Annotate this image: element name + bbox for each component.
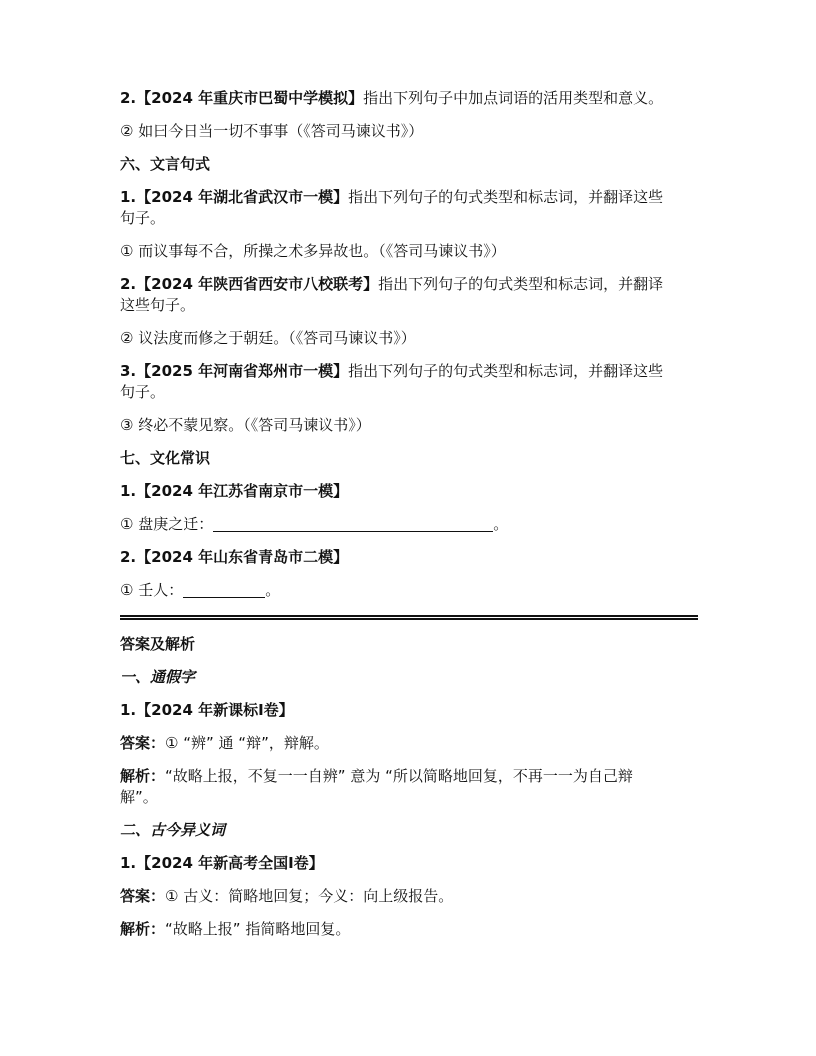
answers-s1-head: 1.【2024 年新课标Ⅰ卷】 — [120, 701, 294, 719]
answers-s1-explanation — [120, 766, 698, 808]
question-item: ② 如曰今日当一切不事事（《答司马谏议书》） — [120, 122, 424, 140]
item-end: 。 — [493, 515, 509, 533]
sec7-q2-head: 2.【2024 年山东省青岛市二模】 — [120, 548, 349, 566]
item-prompt: ① 盘庚之迁： — [120, 515, 214, 533]
explanation-text: “故略上报” 指简略地回复。 — [165, 920, 351, 938]
question-text-cont: 句子。 — [120, 383, 166, 401]
explanation-label: 解析： — [120, 767, 166, 785]
sec7-q2-item — [120, 580, 698, 601]
question-text: 指出下列句子的句式类型和标志词，并翻译这些 — [348, 188, 664, 206]
sec6-q1 — [120, 187, 698, 229]
question-source: 2.【2024 年重庆市巴蜀中学模拟】 — [120, 89, 364, 107]
sec7-q1-head: 1.【2024 年江苏省南京市一模】 — [120, 482, 349, 500]
section-divider — [120, 615, 698, 620]
question-source: 1.【2024 年湖北省武汉市一模】 — [120, 188, 349, 206]
explanation-label: 解析： — [120, 920, 166, 938]
section-6-title: 六、文言句式 — [120, 155, 211, 173]
question-text: 指出下列句子中加点词语的活用类型和意义。 — [363, 89, 664, 107]
item-end: 。 — [265, 581, 281, 599]
question-text: 指出下列句子的句式类型和标志词，并翻译这些 — [348, 362, 664, 380]
sec6-q3 — [120, 361, 698, 403]
question-source: 3.【2025 年河南省郑州市一模】 — [120, 362, 349, 380]
answer-label: 答案： — [120, 734, 166, 752]
sec6-q1-item: ① 而议事每不合，所操之术多异故也。（《答司马谏议书》） — [120, 242, 506, 260]
answer-label: 答案： — [120, 887, 166, 905]
section-7-title: 七、文化常识 — [120, 449, 211, 467]
question-text-cont: 句子。 — [120, 209, 166, 227]
answer-blank[interactable] — [183, 581, 265, 598]
sec6-q2-item: ② 议法度而修之于朝廷。（《答司马谏议书》） — [120, 329, 416, 347]
answers-section-1-title: 一、通假字 — [120, 668, 196, 686]
answers-title: 答案及解析 — [120, 635, 196, 653]
answers-s1-answer — [120, 733, 698, 754]
answer-blank[interactable] — [213, 515, 493, 532]
answers-s2-answer — [120, 886, 698, 907]
sec7-q1-item — [120, 514, 698, 535]
answer-text: ① 古义：简略地回复；今义：向上级报告。 — [165, 887, 454, 905]
answers-s2-explanation — [120, 919, 698, 940]
document-page — [120, 88, 698, 940]
answers-s2-head: 1.【2024 年新高考全国Ⅰ卷】 — [120, 854, 324, 872]
question-text-cont: 这些句子。 — [120, 296, 196, 314]
question-2-line — [120, 88, 698, 109]
question-text: 指出下列句子的句式类型和标志词，并翻译 — [378, 275, 664, 293]
item-prompt: ① 壬人： — [120, 581, 184, 599]
answer-text: ① “辨” 通 “辩”，辩解。 — [165, 734, 329, 752]
answers-section-2-title: 二、古今异义词 — [120, 821, 226, 839]
explanation-text: “故略上报，不复一一自辨” 意为 “所以简略地回复，不再一一为自己辩 — [165, 767, 633, 785]
explanation-text-cont: 解”。 — [120, 788, 158, 806]
question-source: 2.【2024 年陕西省西安市八校联考】 — [120, 275, 379, 293]
sec6-q2 — [120, 274, 698, 316]
sec6-q3-item: ③ 终必不蒙见察。（《答司马谏议书》） — [120, 416, 371, 434]
